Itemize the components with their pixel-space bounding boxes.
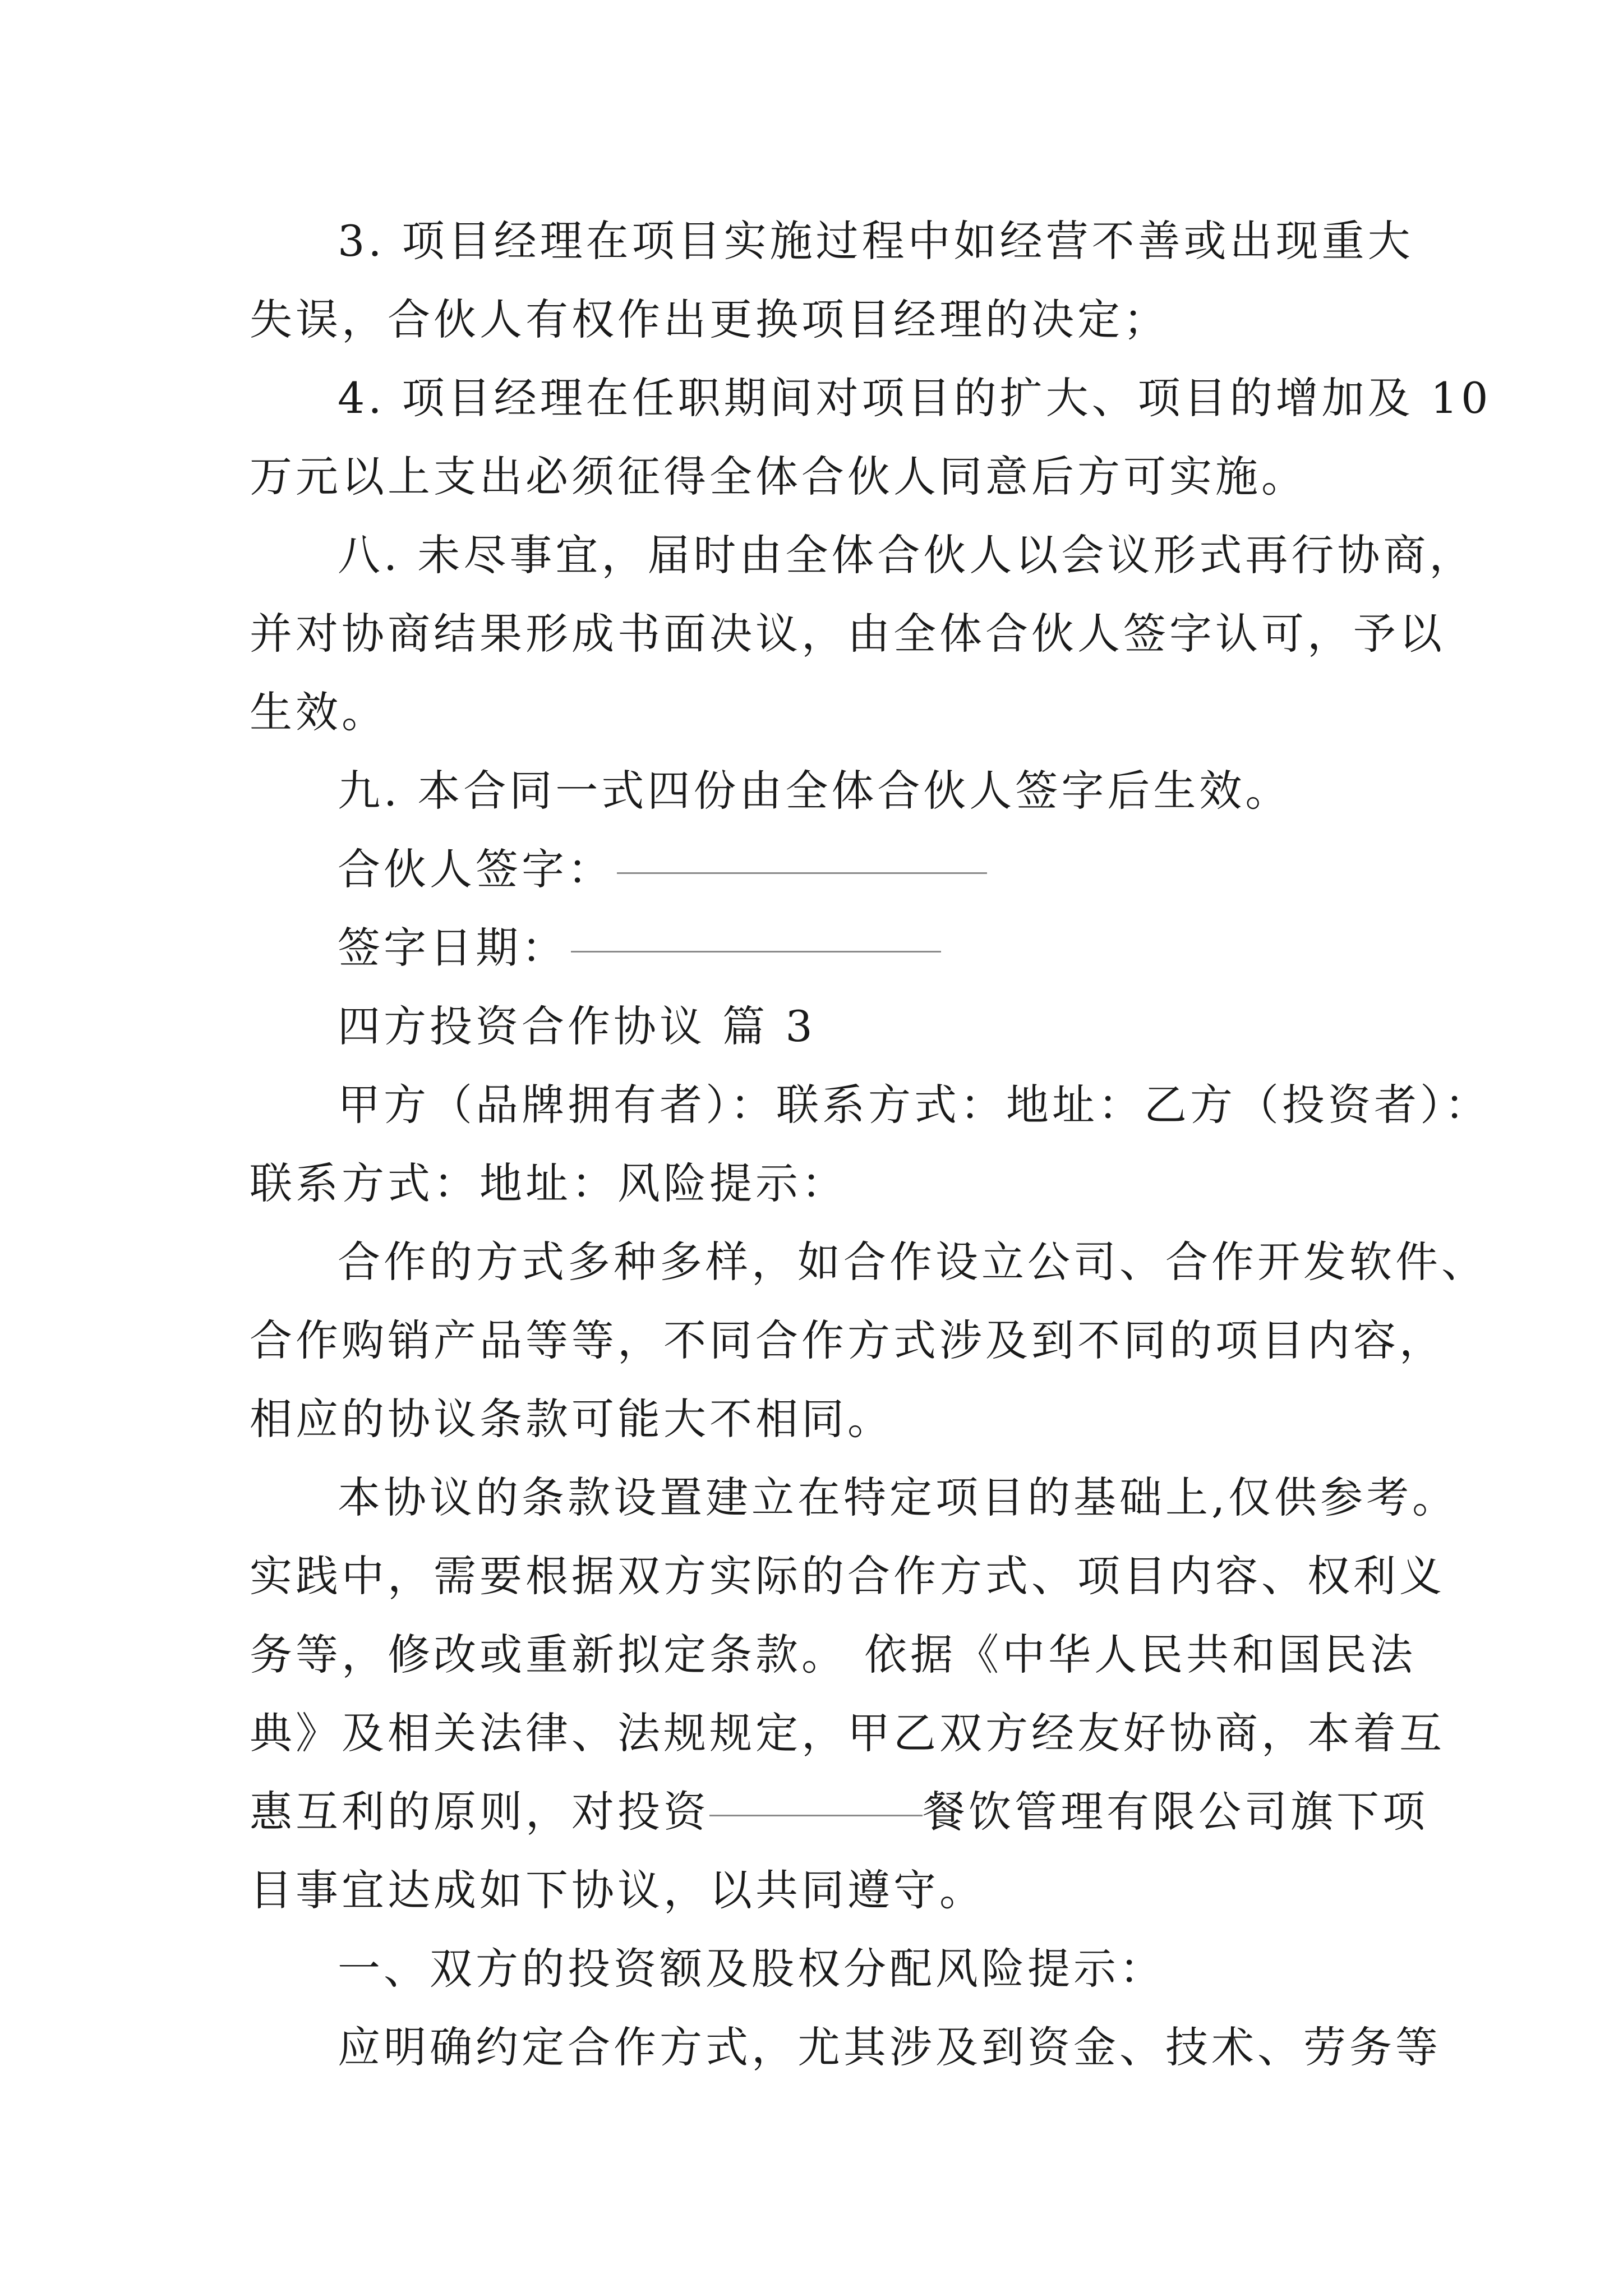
text-line: 并对协商结果形成书面决议，由全体合伙人签字认可，予以 [250,609,1445,659]
section-heading: 一、双方的投资额及股权分配风险提示： [338,1944,1165,1994]
date-blank [571,912,941,953]
text-line: 务等，修改或重新拟定条款。 依据《中华人民共和国民法 [250,1630,1417,1680]
signature-blank [617,833,987,874]
signature-label: 合伙人签字： [338,844,614,894]
date-label: 签字日期： [338,923,568,973]
text-line: 应明确约定合作方式，尤其涉及到资金、技术、劳务等 [338,2022,1441,2072]
text-line: 本协议的条款设置建立在特定项目的基础上,仅供参考。 [338,1473,1459,1522]
text-line: 生效。 [250,687,388,737]
text-line: 九. 本合同一式四份由全体合伙人签字后生效。 [338,766,1292,816]
section-heading: 四方投资合作协议 篇 3 [338,1001,816,1051]
text-line: 目事宜达成如下协议，以共同遵守。 [250,1865,985,1915]
text-line: 联系方式：地址：风险提示： [250,1158,847,1208]
text-line: 典》及相关法律、法规规定，甲乙双方经友好协商，本着互 [250,1708,1445,1758]
text-line [250,1773,1427,1851]
document-body [250,202,1492,2087]
signature-line [250,830,1427,909]
text-line: 万元以上支出必须征得全体合伙人同意后方可实施。 [250,452,1307,501]
text-fragment: 餐饮管理有限公司旗下项 [923,1787,1428,1837]
text-fragment: 惠互利的原则，对投资 [250,1787,709,1837]
text-line: 3. 项目经理在项目实施过程中如经营不善或出现重大 [338,216,1414,266]
text-line: 相应的协议条款可能大不相同。 [250,1394,893,1444]
text-line: 八. 未尽事宜，届时由全体合伙人以会议形式再行协商， [338,530,1476,580]
text-line: 合作的方式多种多样，如合作设立公司、合作开发软件、 [338,1237,1487,1287]
text-line: 实践中，需要根据双方实际的合作方式、项目内容、权利义 [250,1551,1445,1601]
text-line: 甲方（品牌拥有者）：联系方式：地址：乙方（投资者）： [338,1080,1491,1130]
text-line: 失误，合伙人有权作出更换项目经理的决定； [250,295,1169,344]
company-name-blank [709,1775,923,1816]
text-line: 4. 项目经理在任职期间对项目的扩大、项目的增加及 10 [338,373,1492,423]
text-line: 合作购销产品等等，不同合作方式涉及到不同的项目内容， [250,1315,1445,1365]
date-line [250,909,1427,987]
